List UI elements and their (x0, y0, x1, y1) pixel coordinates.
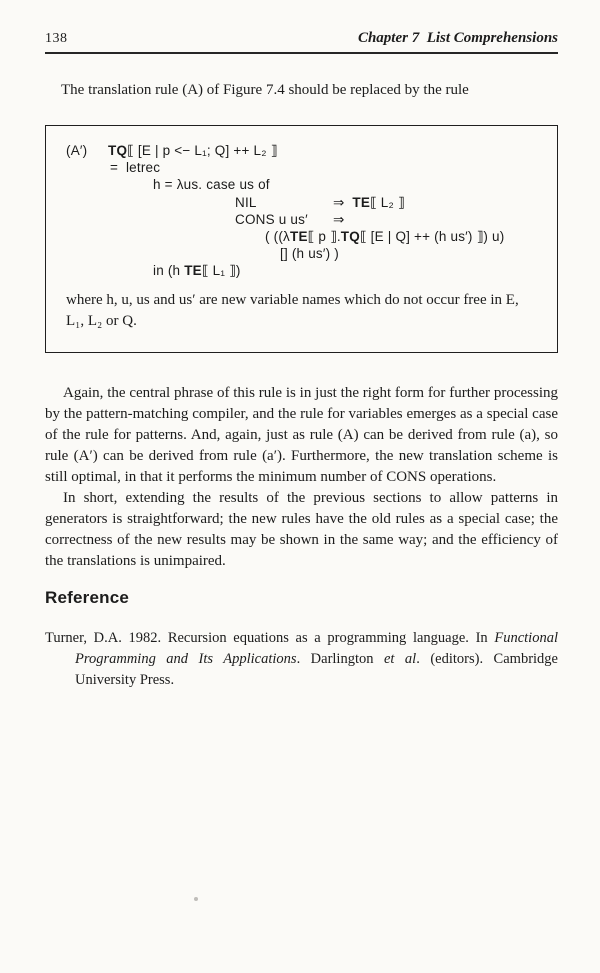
code-line: h = λus. case us of (153, 177, 270, 193)
case-nil-result: ⇒ TE⟦ L₂ ⟧ (333, 194, 405, 210)
code-line (46, 194, 545, 211)
header-rule (45, 52, 558, 54)
running-header (45, 30, 558, 47)
case-cons-pattern: CONS u us′ (235, 211, 308, 227)
code-line: ( ((λTE⟦ p ⟧.TQ⟦ [E | Q] ++ (h us′) ⟧) u) (265, 229, 505, 245)
code-line (46, 142, 545, 159)
case-cons-arrow: ⇒ (333, 211, 345, 227)
code-line: [] (h us′) ) (280, 246, 339, 262)
translation-rule-box (45, 125, 558, 353)
page-number: 138 (45, 31, 68, 46)
body-paragraph-1: Again, the central phrase of this rule is in just the right form for further processing by the pattern-matching compiler, and the rule for variables emerges as a special case of the rule for patterns. And, again, just as rule (A) can be derived from rule (a), so rule (A′) can be derived from rule (a′). Furthermore, the new translation scheme is still optimal, in that it performs the minimum number of CONS operations. (45, 384, 558, 485)
code-line: in (h TE⟦ L₁ ⟧) (153, 263, 241, 279)
body-paragraph-2: In short, extending the results of the previous sections to allow patterns in generators is straightforward; the new rules have the old rules as a special case; the correctness of the new results may be shown in the same way; and the efficiency of the translations is unimpaired. (45, 489, 558, 569)
reference-entry: Turner, D.A. 1982. Recursion equations as a programming language. In Functional Programming and Its Applications. Darlington et al. (editors). Cambridge University Press. (45, 629, 558, 688)
intro-paragraph: The translation rule (A) of Figure 7.4 should be replaced by the rule (61, 82, 469, 98)
rule-box-note: where h, u, us and us′ are new variable names which do not occur free in E, L₁, L₂ or Q. (66, 291, 519, 329)
case-nil-pattern: NIL (235, 194, 257, 210)
scan-artifact-dot (194, 897, 198, 901)
code-line (46, 211, 545, 228)
rule-code (46, 142, 545, 280)
code-line-head: TQ⟦ [E | p <− L₁; Q] ++ L₂ ⟧ (108, 143, 278, 158)
running-header-chapter-title: Chapter 7 List Comprehensions (357, 30, 558, 46)
rule-label: (A′) (66, 143, 88, 158)
reference-heading: Reference (45, 587, 130, 607)
code-line: = letrec (110, 160, 161, 176)
